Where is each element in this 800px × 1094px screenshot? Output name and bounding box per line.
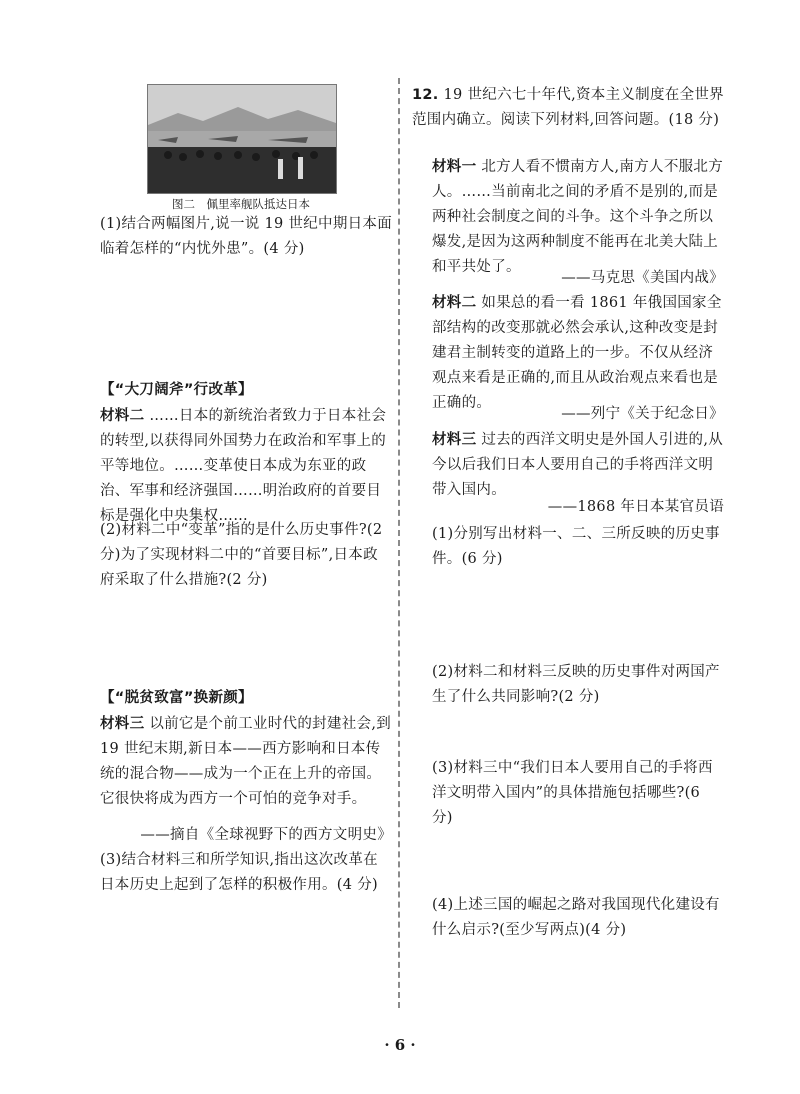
material-2-label: 材料二 [100,408,145,424]
left-question-2: (2)材料二中“变革”指的是什么历史事件?(2 分)为了实现材料二中的“首要目标”,日本政府采取了什么措施?(2 分) [100,522,383,588]
r-material-1-label: 材料一 [432,159,477,175]
r-material-2-label: 材料二 [432,295,477,311]
figure-caption: 图二 佩里率舰队抵达日本 [172,197,310,211]
r-material-2-block [432,291,724,416]
right-question-1: (1)分别写出材料一、二、三所反映的历史事件。(6 分) [432,526,720,567]
material-3-source: ——摘自《全球视野下的西方文明史》 [140,827,392,843]
r-material-3-text: 过去的西洋文明史是外国人引进的,从今以后我们日本人要用自己的手将西洋文明带入国内。 [432,432,724,498]
right-question-2: (2)材料二和材料三反映的历史事件对两国产生了什么共同影响?(2 分) [432,664,720,705]
question-12-text: 19 世纪六七十年代,资本主义制度在全世界范围内确立。阅读下列材料,回答问题。(18 分) [412,87,724,128]
harbor-scene-illustration [148,85,336,193]
r-material-2-text: 如果总的看一看 1861 年俄国国家全部结构的改变那就必然会承认,这种改变是封建君主制转变的道路上的一步。不仅从经济观点来看是正确的,而且从政治观点来看也是正确的。 [432,295,722,411]
r-material-3-source: ——1868 年日本某官员语 [547,499,724,515]
material-2-block [100,404,392,529]
material-3-label: 材料三 [100,716,145,732]
r-material-3-label: 材料三 [432,432,477,448]
right-question-4: (4)上述三国的崛起之路对我国现代化建设有什么启示?(至少写两点)(4 分) [432,897,720,938]
r-material-1-source: ——马克思《美国内战》 [561,270,724,286]
section-title-prosperity: 【“脱贫致富”换新颜】 [100,690,253,706]
left-question-1: (1)结合两幅图片,说一说 19 世纪中期日本面临着怎样的“内忧外患”。(4 分) [100,216,393,257]
section-title-reform: 【“大刀阔斧”行改革】 [100,382,253,398]
page-number: · 6 · [384,1036,416,1054]
question-12-intro [412,83,724,133]
question-12-number: 12. [412,87,439,103]
r-material-2-source: ——列宁《关于纪念日》 [561,406,724,422]
right-question-3: (3)材料三中“我们日本人要用自己的手将西洋文明带入国内”的具体措施包括哪些?(6 分) [432,760,713,826]
left-question-3: (3)结合材料三和所学知识,指出这次改革在日本历史上起到了怎样的积极作用。(4 分) [100,852,378,893]
fleet-arrival-photo [147,84,337,194]
r-material-1-block [432,155,724,280]
material-2-text: ……日本的新统治者致力于日本社会的转型,以获得同外国势力在政治和军事上的平等地位。……变革使日本成为东亚的政治、军事和经济强国……明治政府的首要目标是强化中央集权…… [100,408,387,524]
material-3-block [100,712,392,812]
r-material-3-block [432,428,724,503]
column-divider [398,78,400,1008]
material-3-text: 以前它是个前工业时代的封建社会,到 19 世纪末期,新日本——西方影响和日本传统的混合物——成为一个正在上升的帝国。它很快将成为西方一个可怕的竞争对手。 [100,716,392,807]
r-material-1-text: 北方人看不惯南方人,南方人不服北方人。……当前南北之间的矛盾不是别的,而是两种社会制度之间的斗争。这个斗争之所以爆发,是因为这两种制度不能再在北美大陆上和平共处了。 [432,159,724,275]
